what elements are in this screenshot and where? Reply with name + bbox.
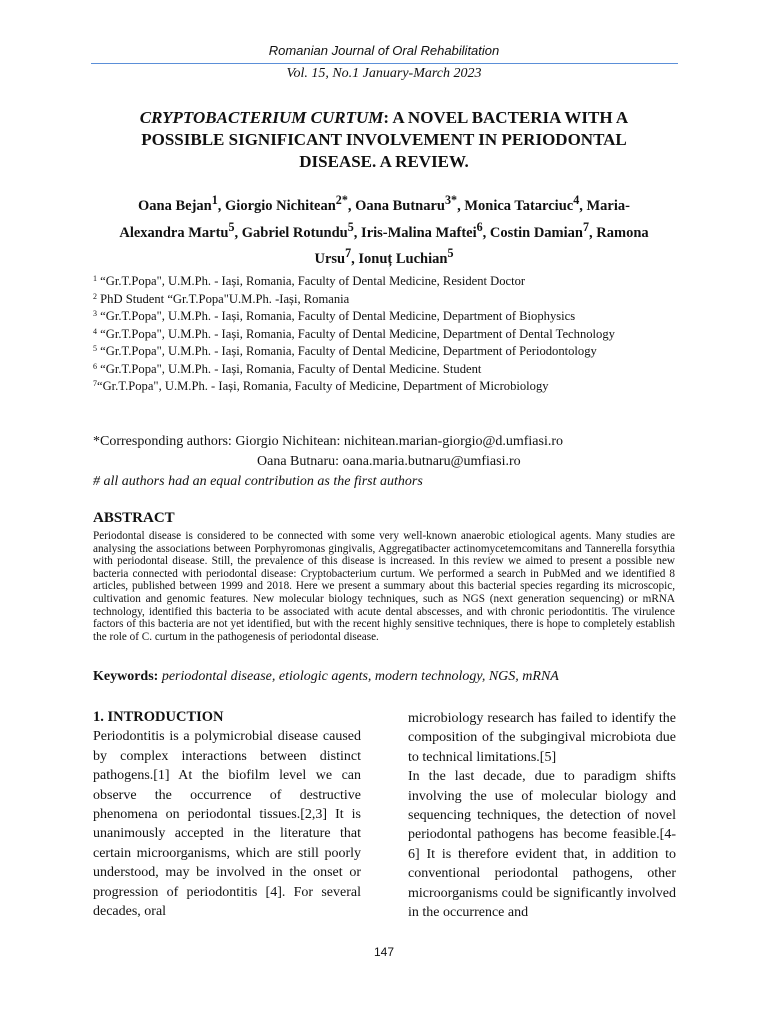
introduction-paragraph-1-cont: microbiology research has failed to identify the composition of the subgingival microbiota due to technical limitations.[5] — [408, 711, 676, 765]
author-line-3: Ursu$^7$, Ionuț Luchian$^5$ — [314, 246, 454, 268]
author-list — [96, 190, 672, 270]
keywords — [93, 669, 675, 685]
affiliation-1: $^1$ “Gr.T.Popa", U.M.Ph. - Iași, Romania, Faculty of Dental Medicine, Resident Doctor — [93, 274, 526, 288]
introduction-paragraph-2: In the last decade, due to paradigm shifts involving the use of molecular biology and sequencing techniques, the detection of novel periodontal pathogens has become feasible.[4-6] It is therefore evident that, in addition to conventional periodontal pathogens, other microorganisms could be significantly involved in the occurrence and — [408, 769, 676, 921]
journal-name: Romanian Journal of Oral Rehabilitation — [268, 43, 500, 58]
title-italic-species: CRYPTOBACTERIUM CURTUM — [139, 108, 384, 127]
corresponding-authors — [93, 432, 683, 492]
article-title — [100, 107, 668, 173]
title-line-1: CRYPTOBACTERIUM CURTUM: A NOVEL BACTERIA WITH A — [139, 108, 629, 127]
author-line-2: Alexandra Martu$^5$, Gabriel Rotundu$^5$, Iris-Malina Maftei$^6$, Costin Damian$^7$, Ramona — [119, 219, 649, 241]
introduction-left-column — [93, 708, 361, 921]
introduction-right-column — [408, 709, 676, 922]
keywords-label: Keywords: — [93, 669, 159, 684]
introduction-heading: 1. INTRODUCTION — [93, 709, 224, 725]
affiliation-5: $^5$ “Gr.T.Popa", U.M.Ph. - Iași, Romania, Faculty of Dental Medicine, Department of Periodontology — [93, 344, 597, 358]
abstract-heading: ABSTRACT — [93, 510, 175, 526]
header-divider — [91, 63, 678, 64]
corresponding-line-2: Oana Butnaru: oana.maria.butnaru@umfiasi.ro — [257, 454, 521, 469]
affiliation-6: $^6$ “Gr.T.Popa", U.M.Ph. - Iași, Romania, Faculty of Dental Medicine. Student — [93, 361, 482, 376]
abstract-text: Periodontal disease is considered to be connected with some very well-known anaerobic etiological agents. Many studies are analysing the associations between Porphyromonas gingivalis, Aggregatibacter actinomycetemcomitans and Tannerella forsythia with periodontal disease. Still, the prevalence of this disease is increased. In this review we aimed to present a possible new bacteria connected with periodontal disease: Cryptobacterium curtum. We performed a search in PubMed and we identified 8 articles, published between 1999 and 2018. Here we present a summary about this bacterial species regarding its microscopic, cultivation and genomic features. New molecular biology techniques, such as NGS (next generation sequencing) or mRNA technology, identified this bacteria to be associated with acute dental abscesses, and with chronic periodontitis. The virulence factors of this bacteria are not yet identified, but with the recent highly sensitive techniques, there is hope to completely establish the role of C. curtum in the pathogenesis of periodontal disease. — [93, 530, 675, 643]
title-line-3: DISEASE. A REVIEW. — [299, 152, 469, 171]
keywords-text: periodontal disease, etiologic agents, modern technology, NGS, mRNA — [158, 669, 559, 684]
affiliation-2: $^2$ PhD Student “Gr.T.Popa"U.M.Ph. -Iași, Romania — [93, 291, 350, 306]
volume-issue: Vol. 15, No.1 January-March 2023 — [286, 66, 482, 81]
affiliation-4: $^4$ “Gr.T.Popa", U.M.Ph. - Iași, Romania, Faculty of Dental Medicine, Department of Dental Technology — [93, 326, 615, 341]
affiliation-3: $^3$ “Gr.T.Popa", U.M.Ph. - Iași, Romania, Faculty of Dental Medicine, Department of Biophysics — [93, 309, 576, 323]
introduction-paragraph-1: Periodontitis is a polymicrobial disease caused by complex interactions between distinct pathogens.[1] At the biofilm level we can observe the occurrence of destructive phenomena on periodontal tissues.[2,3] It is unanimously accepted in the literature that certain microorganisms, which are still poorly understood, may be involved in the onset or progression of periodontitis [4]. For several decades, oral — [93, 729, 361, 920]
affiliations-list — [93, 273, 683, 396]
page-number: 147 — [373, 945, 395, 959]
equal-contribution-note: # all authors had an equal contribution as the first authors — [93, 474, 423, 489]
author-line-1: Oana Bejan$^1$, Giorgio Nichitean$^{2*}$, Oana Butnaru$^{3*}$, Monica Tatarciuc$^4$, Maria- — [138, 193, 630, 214]
corresponding-line-1: *Corresponding authors: Giorgio Nichitean: nichitean.marian-giorgio@d.umfiasi.ro — [93, 434, 564, 449]
affiliation-7: $^7$“Gr.T.Popa", U.M.Ph. - Iași, Romania, Faculty of Medicine, Department of Microbiology — [93, 379, 549, 393]
title-line-2: POSSIBLE SIGNIFICANT INVOLVEMENT IN PERIODONTAL — [141, 130, 627, 149]
